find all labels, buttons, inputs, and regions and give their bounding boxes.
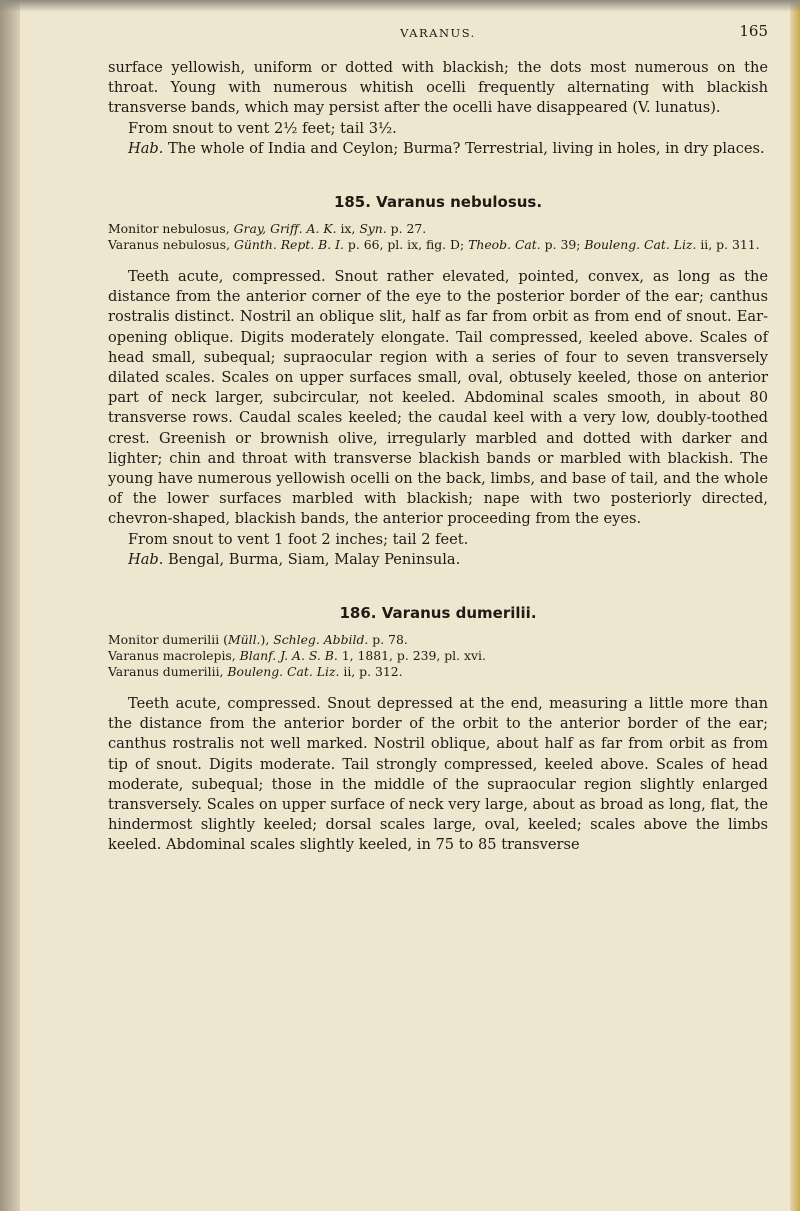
synonym-ref: ii, p. 312. [339, 664, 403, 680]
synonym-name: Monitor dumerilii ( [108, 632, 228, 648]
synonym-ref: p. 39; [540, 237, 585, 253]
synonym-ref: 1, 1881, p. 239, pl. xvi. [337, 648, 486, 664]
synonymy-186 [108, 632, 768, 680]
synonym-author: Gray, Griff. A. K. [233, 221, 337, 237]
synonym-line [108, 632, 768, 648]
habitat-label: Hab. [128, 139, 164, 157]
synonym-line [108, 221, 768, 237]
intro-paragraph: surface yellowish, uniform or dotted with blackish; the dots most numerous on the throat. Young with numerous whitish ocelli frequently alternating with blackish transverse bands, which may persist after the ocelli have disappeared (V. lunatus). [108, 59, 768, 117]
habitat-label: Hab. [128, 550, 164, 568]
habitat-text: Bengal, Burma, Siam, Malay Peninsula. [163, 550, 461, 568]
synonym-author: Theob. Cat. [468, 237, 541, 253]
habitat-185 [108, 550, 768, 570]
synonym-work: Schleg. Abbild. [273, 632, 369, 648]
synonym-name: Varanus dumerilii, [108, 664, 228, 680]
synonym-ref: p. 78. [368, 632, 408, 648]
synonym-author: Müll. [227, 632, 261, 648]
description-185: Teeth acute, compressed. Snout rather elevated, pointed, convex, as long as the distance from the anterior corner of the eye to the posterior border of the ear; canthus rostralis distinct. Nostril an oblique slit, half as far from orbit as from end of snout. Ear-opening oblique. Digits moderately elongate. Tail compressed, keeled above. Scales of head small, subequal; supraocular region with a series of four to seven transversely dilated scales. Scales on upper surfaces small, oval, obtusely keeled, those on anterior part of neck larger, subcircular, not keeled. Abdominal scales smooth, in about 80 transverse rows. Caudal scales keeled; the caudal keel with a very low, doubly-toothed crest. Greenish or brownish olive, irregularly marbled and dotted with darker and lighter; chin and throat with transverse blackish bands or marbled with blackish. The young have numerous yellowish ocelli on the back, limbs, and base of tail, and the whole of the lower surfaces marbled with blackish; nape with two posteriorly directed, chevron-shaped, blackish bands, the anterior proceeding from the eyes. [108, 268, 768, 528]
intro-size: From snout to vent 2½ feet; tail 3½. [128, 119, 397, 137]
page-edge [790, 0, 800, 1211]
synonym-work: Syn. [359, 221, 387, 237]
page-number: 165 [739, 22, 768, 40]
synonymy-185 [108, 221, 768, 253]
size-185: From snout to vent 1 foot 2 inches; tail 2 feet. [128, 530, 469, 548]
running-title: VARANUS. [400, 26, 476, 40]
page-binding-shadow [0, 0, 20, 1211]
running-head [108, 20, 768, 48]
synonym-author: Blanf. J. A. S. B. [239, 648, 338, 664]
top-edge-shadow [0, 0, 800, 12]
habitat-text: The whole of India and Ceylon; Burma? Terrestrial, living in holes, in dry places. [163, 139, 765, 157]
synonym-ref: p. 66, pl. ix, fig. D; [343, 237, 469, 253]
synonym-author: Günth. Rept. B. I. [234, 237, 344, 253]
species-heading-185: 185. Varanus nebulosus. [333, 193, 543, 212]
synonym-ref: ), [260, 632, 274, 648]
intro-habitat [108, 139, 768, 159]
description-186: Teeth acute, compressed. Snout depressed at the end, measuring a little more than the distance from the anterior border of the orbit to the anterior border of the ear; canthus rostralis not well marked. Nostril oblique, about half as far from orbit as from tip of snout. Digits moderate. Tail strongly compressed, keeled above. Scales of head moderate, subequal; those in the middle of the supraocular region slightly enlarged transversely. Scales on upper surface of neck very large, about as broad as long, flat, the hindermost slightly keeled; dorsal scales large, oval, keeled; scales above the limbs keeled. Abdominal scales slightly keeled, in 75 to 85 transverse [108, 695, 768, 854]
synonym-ref: p. 27. [386, 221, 427, 237]
synonym-name: Varanus nebulosus, [108, 237, 234, 253]
synonym-line [108, 648, 768, 664]
synonym-line [108, 237, 768, 253]
synonym-line [108, 664, 768, 680]
species-heading-186: 186. Varanus dumerilii. [339, 604, 537, 623]
synonym-name: Monitor nebulosus, [108, 221, 234, 237]
page-content [108, 20, 768, 856]
synonym-author: Bouleng. Cat. Liz. [584, 237, 697, 253]
synonym-ref: ix, [336, 221, 360, 237]
synonym-name: Varanus macrolepis, [108, 648, 240, 664]
synonym-author: Bouleng. Cat. Liz. [227, 664, 340, 680]
synonym-ref: ii, p. 311. [696, 237, 760, 253]
